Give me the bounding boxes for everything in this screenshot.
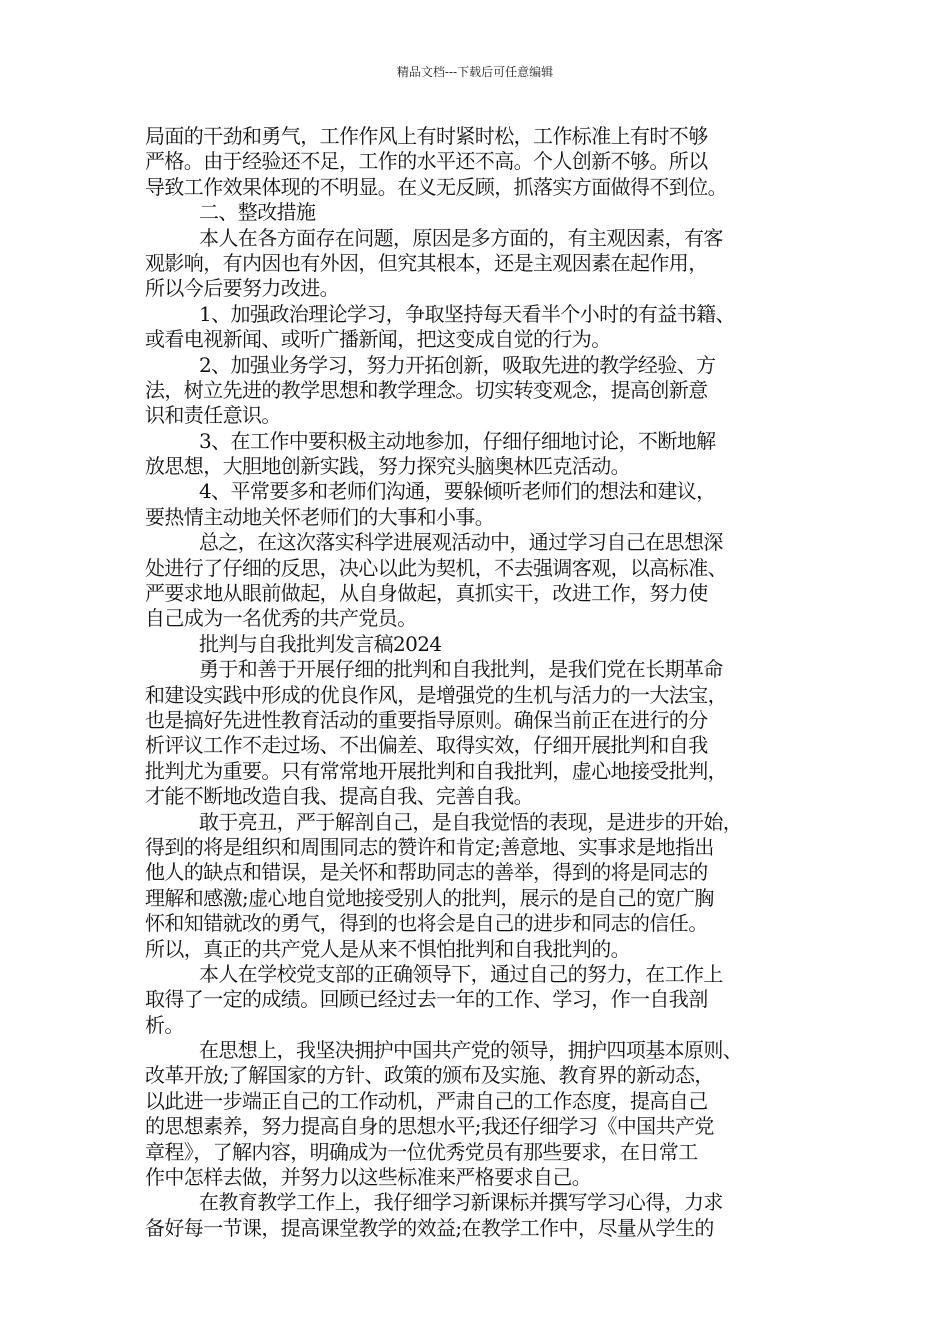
text-line: 析评议工作不走过场、不出偏差、取得实效，仔细开展批判和自我 (145, 733, 708, 758)
text-line: 所以今后要努力改进。 (145, 276, 339, 301)
text-line: 3、在工作中要积极主动地参加，仔细仔细地讨论，不断地解 (199, 428, 716, 453)
text-line: 在思想上，我坚决拥护中国共产党的领导，拥护四项基本原则、 (199, 1038, 743, 1063)
text-line: 识和责任意识。 (145, 403, 281, 428)
text-line: 本人在学校党支部的正确领导下，通过自己的努力，在工作上 (199, 961, 723, 986)
text-line: 自己成为一名优秀的共产党员。 (145, 606, 417, 631)
text-line: 严要求地从眼前做起，从自身做起，真抓实干，改进工作，努力使 (145, 581, 708, 606)
text-line: 批判尤为重要。只有常常地开展批判和自我批判，虚心地接受批判， (145, 758, 727, 783)
text-line: 法，树立先进的教学思想和教学理念。切实转变观念，提高创新意 (145, 377, 708, 402)
text-line: 要热情主动地关怀老师们的大事和小事。 (145, 504, 495, 529)
text-line: 观影响，有内因也有外因，但究其根本，还是主观因素在起作用， (145, 250, 708, 275)
text-line: 二、整改措施 (199, 200, 316, 225)
text-line: 在教育教学工作上，我仔细学习新课标并撰写学习心得，力求 (199, 1190, 723, 1215)
text-line: 得到的将是组织和周围同志的赞许和肯定;善意地、实事求是地指出 (145, 834, 714, 859)
text-line: 和建设实践中形成的优良作风，是增强党的生机与活力的一大法宝， (145, 682, 727, 707)
text-line: 批判与自我批判发言稿2024 (199, 631, 442, 656)
text-line: 才能不断地改造自我、提高自我、完善自我。 (145, 784, 533, 809)
text-line: 4、平常要多和老师们沟通，要躲倾听老师们的想法和建议， (199, 479, 716, 504)
text-line: 本人在各方面存在问题，原因是多方面的，有主观因素，有客 (199, 225, 723, 250)
text-line: 备好每一节课，提高课堂教学的效益;在教学工作中，尽量从学生的 (145, 1215, 714, 1240)
text-line: 总之，在这次落实科学进展观活动中，通过学习自己在思想深 (199, 530, 723, 555)
text-line: 勇于和善于开展仔细的批判和自我批判，是我们党在长期革命 (199, 657, 723, 682)
text-line: 1、加强政治理论学习，争取坚持每天看半个小时的有益书籍、 (199, 301, 735, 326)
text-line: 也是搞好先进性教育活动的重要指导原则。确保当前正在进行的分 (145, 707, 708, 732)
text-line: 所以，真正的共产党人是从来不惧怕批判和自我批判的。 (145, 936, 630, 961)
text-line: 或看电视新闻、或听广播新闻，把这变成自觉的行为。 (145, 327, 611, 352)
text-line: 他人的缺点和错误，是关怀和帮助同志的善举，得到的将是同志的 (145, 860, 708, 885)
text-line: 放思想，大胆地创新实践，努力探究头脑奥林匹克活动。 (145, 454, 630, 479)
text-line: 的思想素养，努力提高自身的思想水平;我还仔细学习《中国共产党 (145, 1114, 714, 1139)
text-line: 导致工作效果体现的不明显。在义无反顾，抓落实方面做得不到位。 (145, 174, 727, 199)
text-line: 严格。由于经验还不足，工作的水平还不高。个人创新不够。所以 (145, 149, 708, 174)
text-line: 作中怎样去做，并努力以这些标准来严格要求自己。 (145, 1165, 592, 1190)
document-body (145, 124, 817, 1241)
text-line: 局面的干劲和勇气，工作作风上有时紧时松，工作标准上有时不够 (145, 124, 708, 148)
text-line: 处进行了仔细的反思，决心以此为契机，不去强调客观，以高标准、 (145, 555, 727, 580)
text-line: 怀和知错就改的勇气，得到的也将会是自己的进步和同志的信任。 (145, 911, 708, 936)
text-line: 析。 (145, 1012, 184, 1037)
text-line: 章程》，了解内容，明确成为一位优秀党员有那些要求，在日常工 (145, 1139, 698, 1164)
text-line: 2、加强业务学习，努力开拓创新，吸取先进的教学经验、方 (199, 352, 716, 377)
text-line: 敢于亮丑，严于解剖自己，是自我觉悟的表现，是进步的开始， (199, 809, 743, 834)
text-line: 理解和感激;虚心地自觉地接受别人的批判，展示的是自己的宽广胸 (145, 885, 714, 910)
text-line: 改革开放;了解国家的方针、政策的颁布及实施、教育界的新动态， (145, 1063, 714, 1088)
page-header: 精品文档---下载后可任意编辑 (396, 65, 554, 79)
text-line: 取得了一定的成绩。回顾已经过去一年的工作、学习，作一自我剖 (145, 987, 708, 1012)
text-line: 以此进一步端正自己的工作动机，严肃自己的工作态度，提高自己 (145, 1088, 708, 1113)
